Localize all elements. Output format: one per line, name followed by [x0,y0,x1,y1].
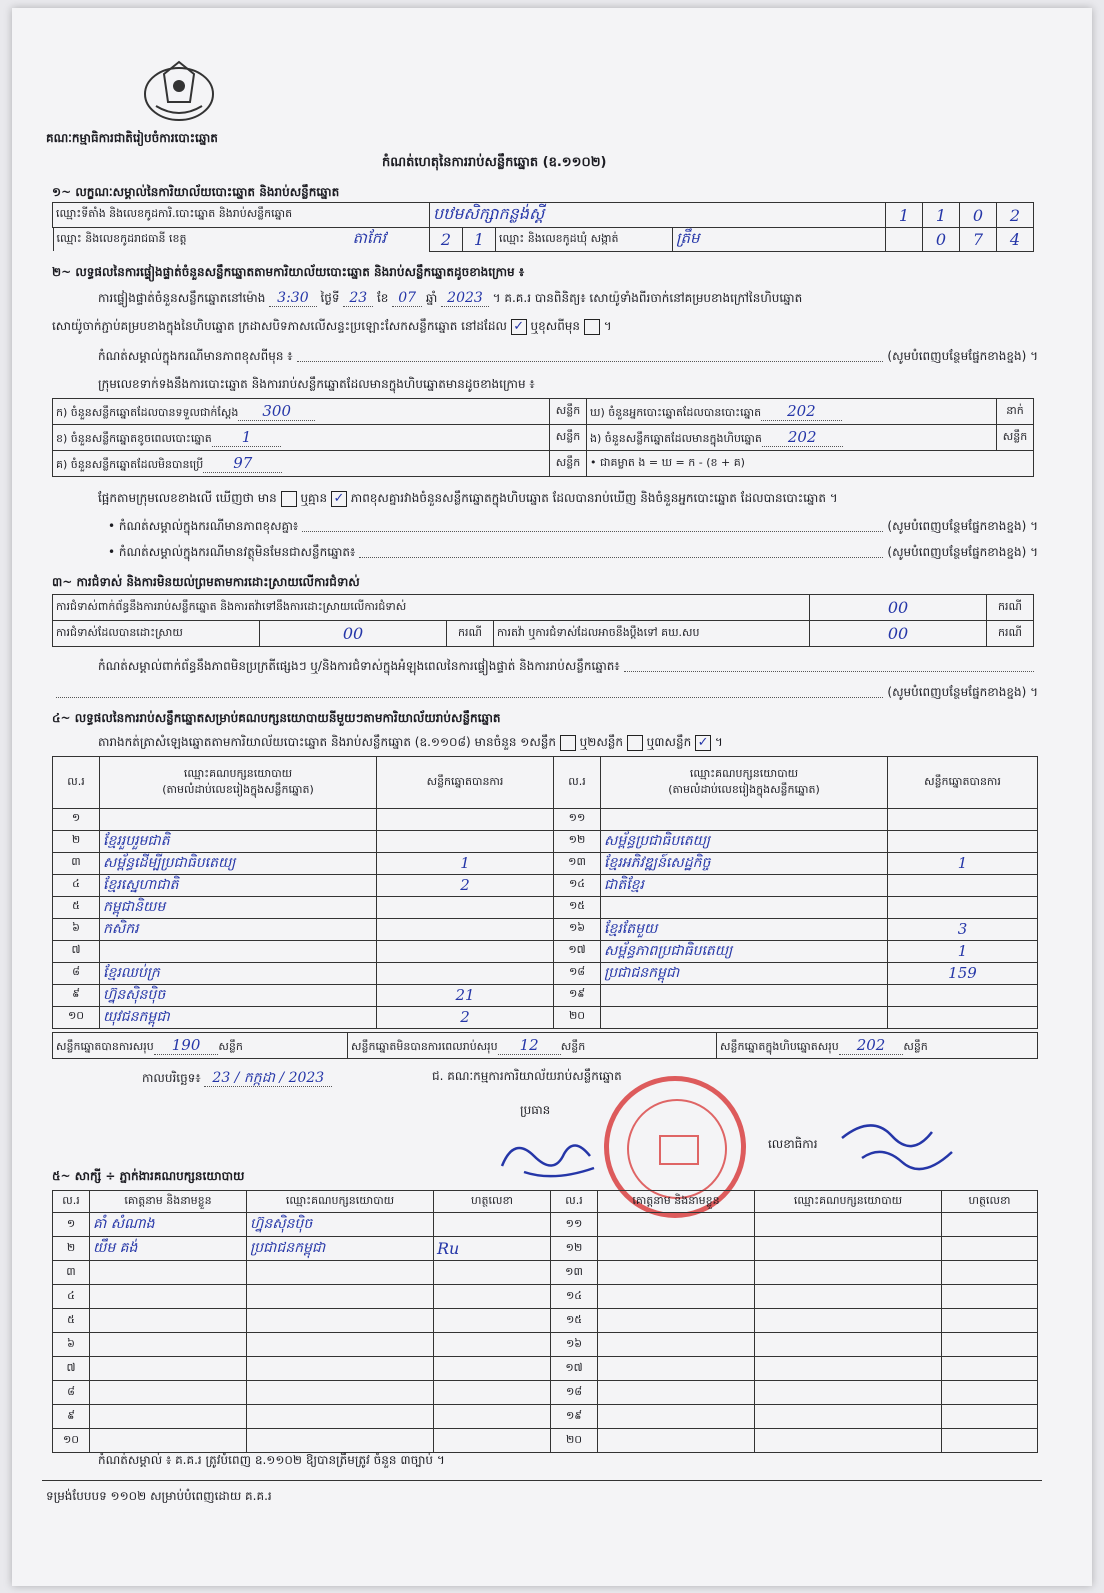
irregularity-label: កំណត់សម្គាល់ពាក់ព័ន្ធនឹងភាពមិនប្រក្រតីផ្សេងៗ ឬ/និងការជំទាស់ក្នុងអំឡុងពេលនៃការផ្ទៀងផ្ទាត់ និងការរាប់សន្លឹកឆ្នោត៖ [98,659,620,673]
witness-no-right: ១៥ [551,1309,598,1333]
witness-no-right: ១៦ [551,1333,598,1357]
tally-one-label: តារាងកត់ត្រាសំឡេងឆ្នោតតាមការិយាល័យបោះឆ្នោត និងរាប់សន្លឹកឆ្នោត (ឧ.១១០៨) មានចំនួន ១សន្លឹក [98,735,556,749]
witness-party-right [755,1309,942,1333]
witness-party-right [755,1357,942,1381]
section-5-heading: ៥~ សាក្សី ÷ ភ្នាក់ងារគណបក្សនយោបាយ [52,1169,245,1183]
total-invalid-unit: សន្លឹក [560,1039,586,1053]
total-box-label: សន្លឹកឆ្នោតក្នុងហិបឆ្នោតសរុប [720,1039,839,1053]
witness-row [53,1405,1038,1429]
result-party-right: សម្ព័ន្ធប្រជាធិបតេយ្យ [601,830,888,852]
diff-none-checkbox[interactable]: ✓ [331,491,347,507]
result-votes-right [888,874,1038,896]
result-party-left: ខ្មែររួបរួមជាតិ [100,830,377,852]
diff-has-label: ផ្អែកតាមក្រុមលេខខាងលើ ឃើញថា មាន [98,491,277,505]
col-party-right-sub: (តាមលំដាប់លេខរៀងក្នុងសន្លឹកឆ្នោត) [668,782,820,796]
result-party-right: ខ្មែរតែមួយ [601,918,888,940]
province-label: ឈ្មោះ និងលេខកូដរាជធានី ខេត្ត [56,231,187,245]
secretary-signature-icon [832,1108,972,1184]
secretary-label: លេខាធិការ [768,1137,818,1151]
verify-time: 3:30 [269,290,316,307]
witness-name-right [598,1213,755,1237]
result-party-left: សម្ព័ន្ធដើម្បីប្រជាធិបតេយ្យ [100,852,377,874]
province-code-2: 1 [463,228,496,252]
form-footer: ទម្រង់បែបបទ ១១០២ សម្រាប់បំពេញដោយ គ.គ.រ [46,1489,272,1503]
count-d-value: 202 [761,402,842,421]
tally-three-label: ឬ៣សន្លឹក [646,735,692,749]
witness-party-right [755,1261,942,1285]
witness-sign-left [434,1285,551,1309]
result-party-left: ខ្មែរឈប់ក្រ [100,962,377,984]
result-no-left: ២ [53,830,100,852]
bullet-1-label: • កំណត់សម្គាល់ក្នុងករណីមានភាពខុសគ្នា៖ [108,519,299,533]
result-votes-right [888,830,1038,852]
witness-name-left [90,1261,247,1285]
commune-label: ឈ្មោះ និងលេខកូដឃុំ សង្កាត់ [496,228,673,252]
total-invalid-label: សន្លឹកឆ្នោតមិនបានការពេលរាប់សរុប [351,1039,498,1053]
result-no-right: ១២ [554,830,601,852]
result-votes-left: 21 [377,984,554,1006]
total-valid-unit: សន្លឹក [218,1039,243,1053]
w-col-sign-right: ហត្ថលេខា [942,1191,1038,1213]
results-table [52,756,1038,1029]
chair-signature-icon [494,1126,604,1192]
results-row [53,852,1038,874]
diff-note-label: កំណត់សម្គាល់ក្នុងករណីមានភាពខុសពីមុន ៖ [98,349,293,363]
form-title: កំណត់ហេតុនៃការរាប់សន្លឹកឆ្នោត (ឧ.១១០២) [382,155,607,170]
result-votes-right: 159 [888,962,1038,984]
result-party-right: ប្រជាជនកម្ពុជា [601,962,888,984]
witness-sign-right [942,1333,1038,1357]
witness-no-left: ១០ [53,1429,90,1453]
witness-party-left [247,1381,434,1405]
witness-party-left [247,1429,434,1453]
w-col-no-right: ល.រ [551,1191,598,1213]
witness-no-right: ១៧ [551,1357,598,1381]
witness-party-right [755,1237,942,1261]
witness-no-left: ១ [53,1213,90,1237]
diff-note-fill: (សូមបំពេញបន្ថែមផ្នែកខាងខ្នង) ។ [887,349,1038,363]
objection-table [52,594,1034,647]
tally-one-checkbox[interactable] [560,735,576,751]
result-votes-left [377,896,554,918]
verify-year: 2023 [441,290,489,307]
witness-name-left [90,1429,247,1453]
col-votes-left: សន្លឹកឆ្នោតបានការ [377,757,554,809]
national-emblem-icon [136,54,222,124]
verify-line-2-text: សោយ៉ូចាក់ភ្ជាប់គម្របខាងក្នុងនៃហិបឆ្នោត ក្រដាសបិទភាសលើសន្ទះប្រឡោះសែកសន្លឹកឆ្នោត នៅដដែល [52,319,507,333]
witness-no-left: ៤ [53,1285,90,1309]
witness-row [53,1429,1038,1453]
result-party-right: ជាតិខ្មែរ [601,874,888,896]
result-no-left: ១០ [53,1006,100,1028]
witness-party-left [247,1309,434,1333]
appeal-value: 00 [810,621,987,647]
result-votes-right: 3 [888,918,1038,940]
witness-no-right: ១១ [551,1213,598,1237]
result-votes-left: 2 [377,874,554,896]
witness-sign-left [434,1333,551,1357]
count-b-value: 1 [212,428,282,447]
witness-no-left: ៨ [53,1381,90,1405]
witness-no-left: ៩ [53,1405,90,1429]
section-2-heading: ២~ លទ្ធផលនៃការផ្ទៀងផ្ទាត់ចំនួនសន្លឹកឆ្នោតតាមការិយាល័យបោះឆ្នោត និងរាប់សន្លឹកឆ្នោតដូចខាងក្រោម ៖ [52,265,525,279]
total-invalid: 12 [498,1036,561,1055]
witness-row [53,1261,1038,1285]
results-row [53,1006,1038,1028]
day-label: ថ្ងៃទី [320,291,340,305]
count-d-unit: នាក់ [997,399,1034,425]
result-no-right: ១៩ [554,984,601,1006]
result-votes-left [377,962,554,984]
resolved-value: 00 [260,621,447,647]
count-a-value: 300 [238,402,315,421]
station-table [52,202,1034,252]
witness-sign-right [942,1429,1038,1453]
place-code-2: 1 [923,203,960,228]
org-name: គណៈកម្មាធិការជាតិរៀបចំការបោះឆ្នោត [46,131,218,145]
diff-none-label: ឬគ្មាន [300,491,328,505]
col-party-right-title: ឈ្មោះគណបក្សនយោបាយ [689,766,799,780]
witness-name-right [598,1285,755,1309]
tally-three-checkbox[interactable]: ✓ [695,735,711,751]
commune-code-1: 0 [923,228,960,252]
month-label: ខែ [376,291,389,305]
count-e-unit: សន្លឹក [997,425,1034,451]
witness-party-right [755,1333,942,1357]
result-no-left: ៤ [53,874,100,896]
date-line [142,1068,332,1089]
witness-name-right [598,1357,755,1381]
different-label: ឬខុសពីមុន [530,319,581,333]
total-valid: 190 [154,1036,219,1055]
place-label: ឈ្មោះទីតាំង និងលេខកូដការិ.បោះឆ្នោត និងរាប់សន្លឹកឆ្នោត [53,203,430,228]
result-no-left: ៨ [53,962,100,984]
witness-sign-right [942,1285,1038,1309]
result-party-right [601,1006,888,1028]
witness-party-left [247,1333,434,1357]
place-value: បឋមសិក្សាកន្លង់ស្ដី [430,203,886,228]
result-party-right: សម្ព័ន្ធភាពប្រជាធិបតេយ្យ [601,940,888,962]
section-3-heading: ៣~ ការជំទាស់ និងការមិនយល់ព្រមតាមការដោះស្រាយលើការជំទាស់ [52,575,360,589]
verify-day: 23 [343,290,373,307]
col-party-right [601,757,888,809]
witness-party-left [247,1285,434,1309]
witness-party-left [247,1357,434,1381]
witness-name-right [598,1333,755,1357]
count-a-unit: សន្លឹក [550,399,587,425]
date-value: 23 / កក្កដា / 2023 [204,1070,332,1087]
committee-label: ជ. គណៈកម្មការការិយាល័យរាប់សន្លឹកឆ្នោត [432,1069,622,1083]
col-no-right: ល.រ [554,757,601,809]
diff-note-line [98,348,1038,366]
col-party-left [100,757,377,809]
chair-label: ប្រធាន [520,1103,551,1117]
count-e-label: ង) ចំនួនសន្លឹកឆ្នោតដែលមានក្នុងហិបឆ្នោត [590,431,762,445]
col-votes-right: សន្លឹកឆ្នោតបានការ [888,757,1038,809]
bullet-1-fill: (សូមបំពេញបន្ថែមផ្នែកខាងខ្នង) ។ [887,519,1038,533]
witness-party-right [755,1405,942,1429]
witness-sign-right [942,1237,1038,1261]
result-no-right: ១៦ [554,918,601,940]
witness-name-left [90,1309,247,1333]
witness-name-right [598,1429,755,1453]
w-col-name-left: គោត្តនាម និងនាមខ្លួន [90,1191,247,1213]
result-no-right: ១៣ [554,852,601,874]
footer-divider [42,1480,1042,1481]
bullet-2-fill: (សូមបំពេញបន្ថែមផ្នែកខាងខ្នង) ។ [887,545,1038,559]
witness-row [53,1381,1038,1405]
result-no-right: ១៨ [554,962,601,984]
count-e-value: 202 [762,428,843,447]
result-no-right: ២០ [554,1006,601,1028]
irregularity-fill: (សូមបំពេញបន្ថែមផ្នែកខាងខ្នង) ។ [887,685,1038,699]
verify-line-2: សោយ៉ូចាក់ភ្ជាប់គម្របខាងក្នុងនៃហិបឆ្នោត ក្រដាសបិទភាសលើសន្ទះប្រឡោះសែកសន្លឹកឆ្នោត នៅដដែល ✓ ឬខុសពីមុន ។ [52,318,612,334]
witness-party-left: ប្រជាជនកម្ពុជា [247,1237,434,1261]
result-no-right: ១៤ [554,874,601,896]
tally-sheet-line: តារាងកត់ត្រាសំឡេងឆ្នោតតាមការិយាល័យបោះឆ្នោត និងរាប់សន្លឹកឆ្នោត (ឧ.១១០៨) មានចំនួន ១សន្លឹក ឬ២សន្លឹក ឬ៣សន្លឹក ✓ ។ [98,734,723,750]
witness-no-left: ៧ [53,1357,90,1381]
result-no-left: ៧ [53,940,100,962]
results-row [53,918,1038,940]
result-votes-left: 2 [377,1006,554,1028]
witness-name-left [90,1285,247,1309]
witness-name-left [90,1405,247,1429]
w-col-no-left: ល.រ [53,1191,90,1213]
witness-party-left [247,1405,434,1429]
result-party-right [601,984,888,1006]
date-label: កាលបរិច្ឆេទ៖ [142,1071,201,1085]
result-no-right: ១១ [554,809,601,831]
diff-has-checkbox[interactable] [281,491,297,507]
witness-table [52,1190,1038,1453]
witness-sign-left [434,1381,551,1405]
witness-row [53,1285,1038,1309]
result-party-left: ហ្វ៊ុនស៊ិនប៉ិច [100,984,377,1006]
resolved-label: ការជំទាស់ដែលបានដោះស្រាយ [53,621,260,647]
irregularity-fill-line [52,684,1038,702]
col-party-left-title: ឈ្មោះគណបក្សនយោបាយ [183,766,293,780]
witness-party-left [247,1261,434,1285]
count-formula: • ជាគម្លាត ង = ឃ = ក - (ខ + គ) [587,451,1034,477]
result-no-left: ១ [53,809,100,831]
result-votes-left: 1 [377,852,554,874]
witness-sign-left [434,1405,551,1429]
col-no-left: ល.រ [53,757,100,809]
count-b-unit: សន្លឹក [550,425,587,451]
different-checkbox[interactable] [584,319,600,335]
province-code-1: 2 [430,228,463,252]
total-valid-label: សន្លឹកឆ្នោតបានការសរុប [56,1039,154,1053]
result-votes-right [888,984,1038,1006]
irregularity-note [98,658,1038,676]
place-code-1: 1 [886,203,923,228]
witness-sign-left: Ru [434,1237,551,1261]
bullet-1-line [108,518,1038,536]
result-party-left: យុវជនកម្ពុជា [100,1006,377,1028]
verify-time-label: ការផ្ទៀងផ្ទាត់ចំនួនសន្លឹកឆ្នោតនៅម៉ោង [98,291,266,305]
col-party-left-sub: (តាមលំដាប់លេខរៀងក្នុងសន្លឹកឆ្នោត) [162,782,314,796]
result-votes-left [377,940,554,962]
verify-line-1 [98,290,1038,308]
witness-sign-right [942,1381,1038,1405]
witness-no-right: ១២ [551,1237,598,1261]
witness-no-left: ៣ [53,1261,90,1285]
witness-sign-left [434,1261,551,1285]
witness-name-left [90,1333,247,1357]
witness-name-left: គាំ សំណាង [90,1213,247,1237]
result-party-right [601,809,888,831]
witness-name-right [598,1405,755,1429]
w-col-sign-left: ហត្ថលេខា [434,1191,551,1213]
witness-name-left [90,1357,247,1381]
w-col-party-left: ឈ្មោះគណបក្សនយោបាយ [247,1191,434,1213]
footnote: កំណត់សម្គាល់ ៖ គ.គ.រ ត្រូវបំពេញ ឧ.១១០២ ឱ្យបានត្រឹមត្រូវ ចំនួន ៣ច្បាប់ ។ [98,1453,445,1467]
count-c-value: 97 [203,454,282,473]
witness-sign-right [942,1309,1038,1333]
witness-name-right [598,1237,755,1261]
witness-no-right: ២០ [551,1429,598,1453]
witness-sign-right [942,1357,1038,1381]
result-votes-right [888,809,1038,831]
result-no-left: ៥ [53,896,100,918]
witness-no-left: ៥ [53,1309,90,1333]
witness-name-right [598,1261,755,1285]
result-party-left: កសិករ [100,918,377,940]
witness-row [53,1213,1038,1237]
witness-party-left: ហ្វ៊ុនស៊ិនប៉ិច [247,1213,434,1237]
commune-value: ត្រឹម [673,228,886,252]
result-no-left: ៩ [53,984,100,1006]
witness-no-left: ៦ [53,1333,90,1357]
diff-line [98,490,838,508]
year-label: ឆ្នាំ [425,291,438,305]
result-votes-right: 1 [888,852,1038,874]
witness-no-right: ១៩ [551,1405,598,1429]
result-no-left: ៣ [53,852,100,874]
count-c-label: គ) ចំនួនសន្លឹកឆ្នោតដែលមិនបានប្រើ [56,457,204,471]
w-col-party-right: ឈ្មោះគណបក្សនយោបាយ [755,1191,942,1213]
witness-no-left: ២ [53,1237,90,1261]
same-checkbox[interactable]: ✓ [511,319,527,335]
witness-no-right: ១៨ [551,1381,598,1405]
count-d-label: ឃ) ចំនួនអ្នកបោះឆ្នោតដែលបានបោះឆ្នោត [590,405,762,419]
count-intro: ក្រុមលេខទាក់ទងនឹងការបោះឆ្នោត និងការរាប់សន្លឹកឆ្នោតដែលមានក្នុងហិបឆ្នោតមានដូចខាងក្រោម ៖ [98,377,535,391]
form-sheet [12,8,1092,1586]
bullet-2-line [108,544,1038,562]
verify-month: 07 [392,290,422,307]
witness-row [53,1357,1038,1381]
witness-sign-right [942,1213,1038,1237]
commune-code-3: 4 [997,228,1034,252]
appeal-unit: ករណី [987,621,1034,647]
section-4-heading: ៤~ លទ្ធផលនៃការរាប់សន្លឹកឆ្នោតសម្រាប់គណបក្សនយោបាយនីមួយៗតាមការិយាល័យរាប់សន្លឹកឆ្នោត [52,711,501,725]
result-party-right [601,896,888,918]
appeal-label: ការតវ៉ា ឬការជំទាស់ដែលអាចនឹងប្ដឹងទៅ គឃ.សប [494,621,810,647]
witness-sign-left [434,1357,551,1381]
results-row [53,940,1038,962]
tally-two-label: ឬ២សន្លឹក [579,735,624,749]
result-party-left [100,940,377,962]
result-votes-left [377,830,554,852]
witness-name-right [598,1309,755,1333]
count-table [52,398,1034,477]
count-a-label: ក) ចំនួនសន្លឹកឆ្នោតដែលបានទទួលជាក់ស្ដែង [56,405,239,419]
results-row [53,896,1038,918]
witness-party-right [755,1213,942,1237]
witness-name-left: យឹម គង់ [90,1237,247,1261]
result-votes-right [888,1006,1038,1028]
result-votes-left [377,809,554,831]
witness-row [53,1333,1038,1357]
w-col-name-right: គោត្តនាម និងនាមខ្លួន [598,1191,755,1213]
diff-rest: ភាពខុសគ្នារវាងចំនួនសន្លឹកឆ្នោតក្នុងហិបឆ្នោត ដែលបានរាប់ឃើញ និងចំនួនអ្នកបោះឆ្នោត ដែលបានបោះឆ្នោត ។ [350,491,838,505]
witness-party-right [755,1381,942,1405]
total-box-unit: សន្លឹក [903,1039,928,1053]
witness-name-left [90,1381,247,1405]
witness-name-right [598,1381,755,1405]
province-value: តាកែវ [352,228,386,247]
result-no-right: ១៧ [554,940,601,962]
totals-table [52,1032,1038,1059]
objection-unit: ករណី [987,595,1034,621]
objection-label: ការជំទាស់ពាក់ព័ន្ធនឹងការរាប់សន្លឹកឆ្នោត និងការតវ៉ាទៅនឹងការដោះស្រាយលើការជំទាស់ [53,595,810,621]
results-row [53,984,1038,1006]
objection-value: 00 [810,595,987,621]
witness-row [53,1237,1038,1261]
witness-no-right: ១៤ [551,1285,598,1309]
bullet-2-label: • កំណត់សម្គាល់ក្នុងករណីមានវត្ថុមិនមែនជាសន្លឹកឆ្នោត៖ [108,545,356,559]
section-1-heading: ១~ លក្ខណៈសម្គាល់នៃការិយាល័យបោះឆ្នោត និងរាប់សន្លឹកឆ្នោត [52,185,340,199]
result-votes-left [377,918,554,940]
count-b-label: ខ) ចំនួនសន្លឹកឆ្នោតខូចពេលបោះឆ្នោត [56,431,212,445]
results-row [53,809,1038,831]
witness-sign-left [434,1429,551,1453]
place-code-4: 2 [997,203,1034,228]
witness-sign-left [434,1309,551,1333]
result-no-right: ១៥ [554,896,601,918]
result-no-left: ៦ [53,918,100,940]
resolved-unit: ករណី [447,621,494,647]
witness-sign-left [434,1213,551,1237]
results-row [53,874,1038,896]
result-party-left: កម្ពុជានិយម [100,896,377,918]
result-party-right: ខ្មែរអភិវឌ្ឍន៍សេដ្ឋកិច្ច [601,852,888,874]
place-code-3: 0 [960,203,997,228]
verify-line-1-rest: ។ គ.គ.រ បានពិនិត្យ៖ សោយ៉ូទាំងពីរចាក់នៅគម្របខាងក្រៅនៃហិបឆ្នោត [492,291,803,305]
results-row [53,830,1038,852]
witness-no-right: ១៣ [551,1261,598,1285]
tally-two-checkbox[interactable] [627,735,643,751]
result-votes-right [888,896,1038,918]
witness-sign-right [942,1405,1038,1429]
witness-sign-right [942,1261,1038,1285]
result-votes-right: 1 [888,940,1038,962]
result-party-left: ខ្មែរស្នេហាជាតិ [100,874,377,896]
witness-party-right [755,1285,942,1309]
result-party-left [100,809,377,831]
total-box: 202 [839,1036,904,1055]
results-row [53,962,1038,984]
commune-code-2: 7 [960,228,997,252]
witness-row [53,1309,1038,1333]
count-c-unit: សន្លឹក [550,451,587,477]
witness-party-right [755,1429,942,1453]
